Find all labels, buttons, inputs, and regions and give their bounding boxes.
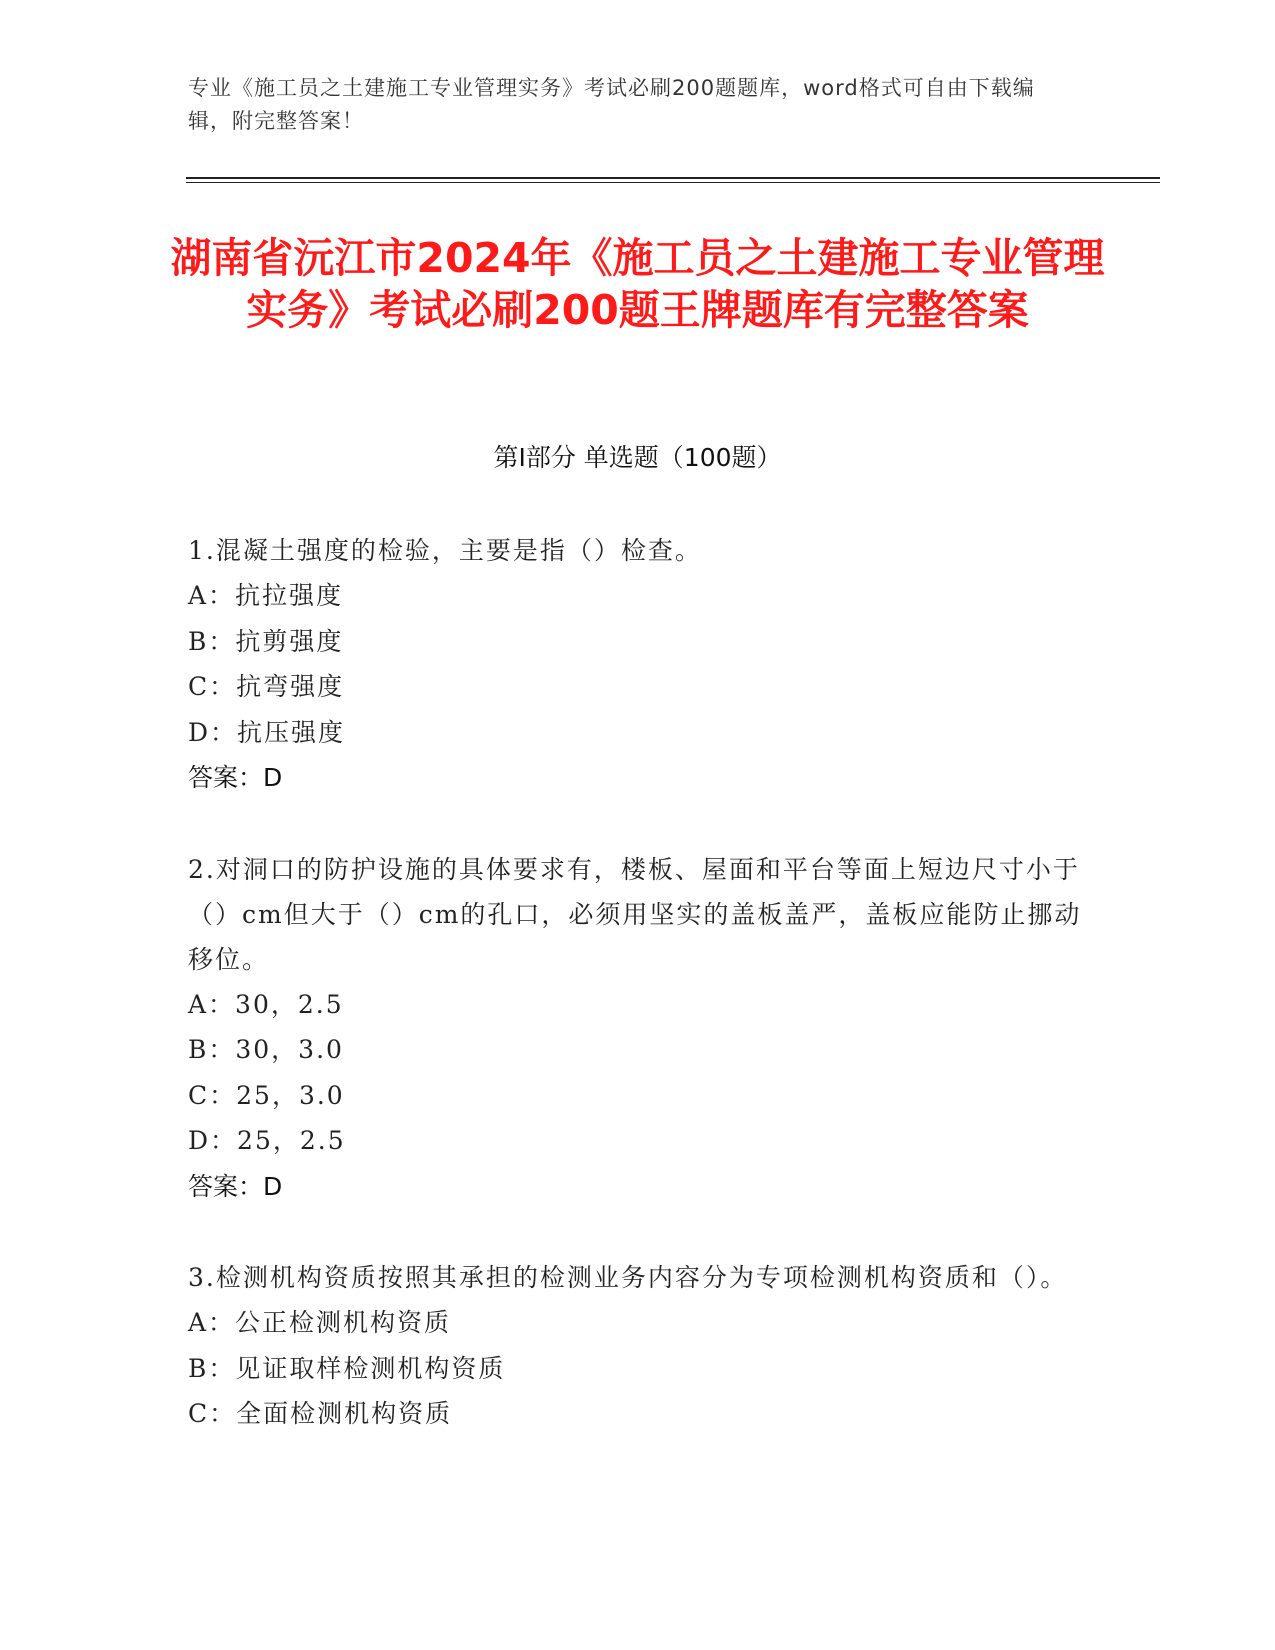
option-b: B：见证取样检测机构资质 [188,1353,506,1383]
option-d: D：抗压强度 [188,717,346,747]
question-stem: 2.对洞口的防护设施的具体要求有，楼板、屋面和平台等面上短边尺寸小于（）cm但大于（）cm的孔口，必须用坚实的盖板盖严，盖板应能防止挪动移位。 [188,854,1082,974]
question-list [188,528,1088,1483]
page-title: 湖南省沅江市2024年《施工员之土建施工专业管理实务》考试必刷200题王牌题库有完整答案 [170,234,1105,334]
option-c: C：抗弯强度 [188,672,345,701]
header-rule-thin [186,182,1160,183]
answer: 答案：D [188,1171,283,1201]
section-title: 第Ⅰ部分 单选题（100题） [493,443,782,472]
question-2 [188,847,1088,1210]
option-d: D：25，2.5 [188,1126,346,1155]
option-c: C：全面检测机构资质 [188,1399,453,1428]
option-a: A：30，2.5 [188,989,344,1019]
question-stem: 1.混凝土强度的检验，主要是指（）检查。 [188,536,702,565]
header-note: 专业《施工员之土建施工专业管理实务》考试必刷200题题库，word格式可自由下载编辑，附完整答案！ [188,76,1035,133]
option-c: C：25，3.0 [188,1080,345,1110]
option-b: B：30，3.0 [188,1035,344,1064]
question-1 [188,528,1088,801]
answer: 答案：D [188,763,283,792]
header-rule-thick [186,177,1160,179]
option-a: A：公正检测机构资质 [188,1308,452,1337]
option-a: A：抗拉强度 [188,581,344,610]
question-3 [188,1255,1088,1437]
option-b: B：抗剪强度 [188,626,344,656]
question-stem: 3.检测机构资质按照其承担的检测业务内容分为专项检测机构资质和（）。 [188,1263,1068,1292]
